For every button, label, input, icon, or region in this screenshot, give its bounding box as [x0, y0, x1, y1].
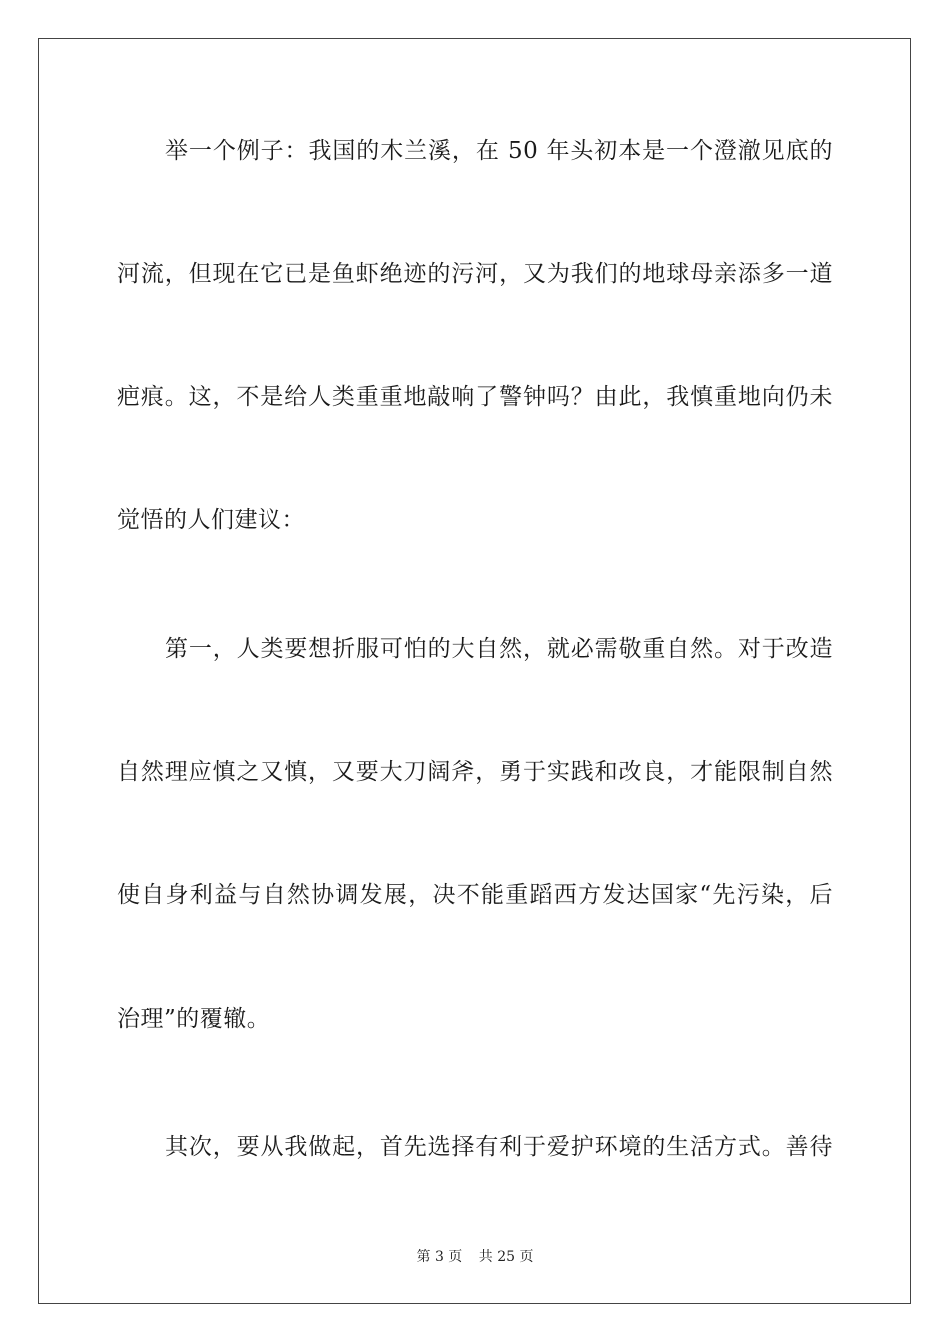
page-number-current: 第 3 页: [416, 1249, 463, 1265]
paragraph-1-line-4: 觉悟的人们建议：: [117, 507, 305, 533]
paragraph-1-line-2: 河流，但现在它已是鱼虾绝迹的污河，又为我们的地球母亲添多一道: [117, 261, 833, 287]
paragraph-1-line-3: 疤痕。这，不是给人类重重地敲响了警钟吗？由此，我慎重地向仍未: [117, 384, 833, 410]
paragraph-2-line-1: 第一，人类要想折服可怕的大自然，就必需敬重自然。对于改造: [165, 636, 833, 662]
paragraph-2-line-4: 治理”的覆辙。: [117, 1006, 271, 1032]
paragraph-1-line-1: 举一个例子：我国的木兰溪，在 50 年头初本是一个澄澈见底的: [165, 138, 833, 164]
page-number-total: 共 25 页: [478, 1249, 534, 1265]
page-footer: [0, 1246, 950, 1266]
paragraph-3-line-1: 其次，要从我做起，首先选择有利于爱护环境的生活方式。善待: [165, 1134, 833, 1160]
paragraph-2-line-3: 使自身利益与自然协调发展，决不能重蹈西方发达国家“先污染，后: [117, 882, 833, 908]
paragraph-2-line-2: 自然理应慎之又慎，又要大刀阔斧，勇于实践和改良，才能限制自然: [117, 759, 833, 785]
page-border: [38, 38, 911, 1304]
